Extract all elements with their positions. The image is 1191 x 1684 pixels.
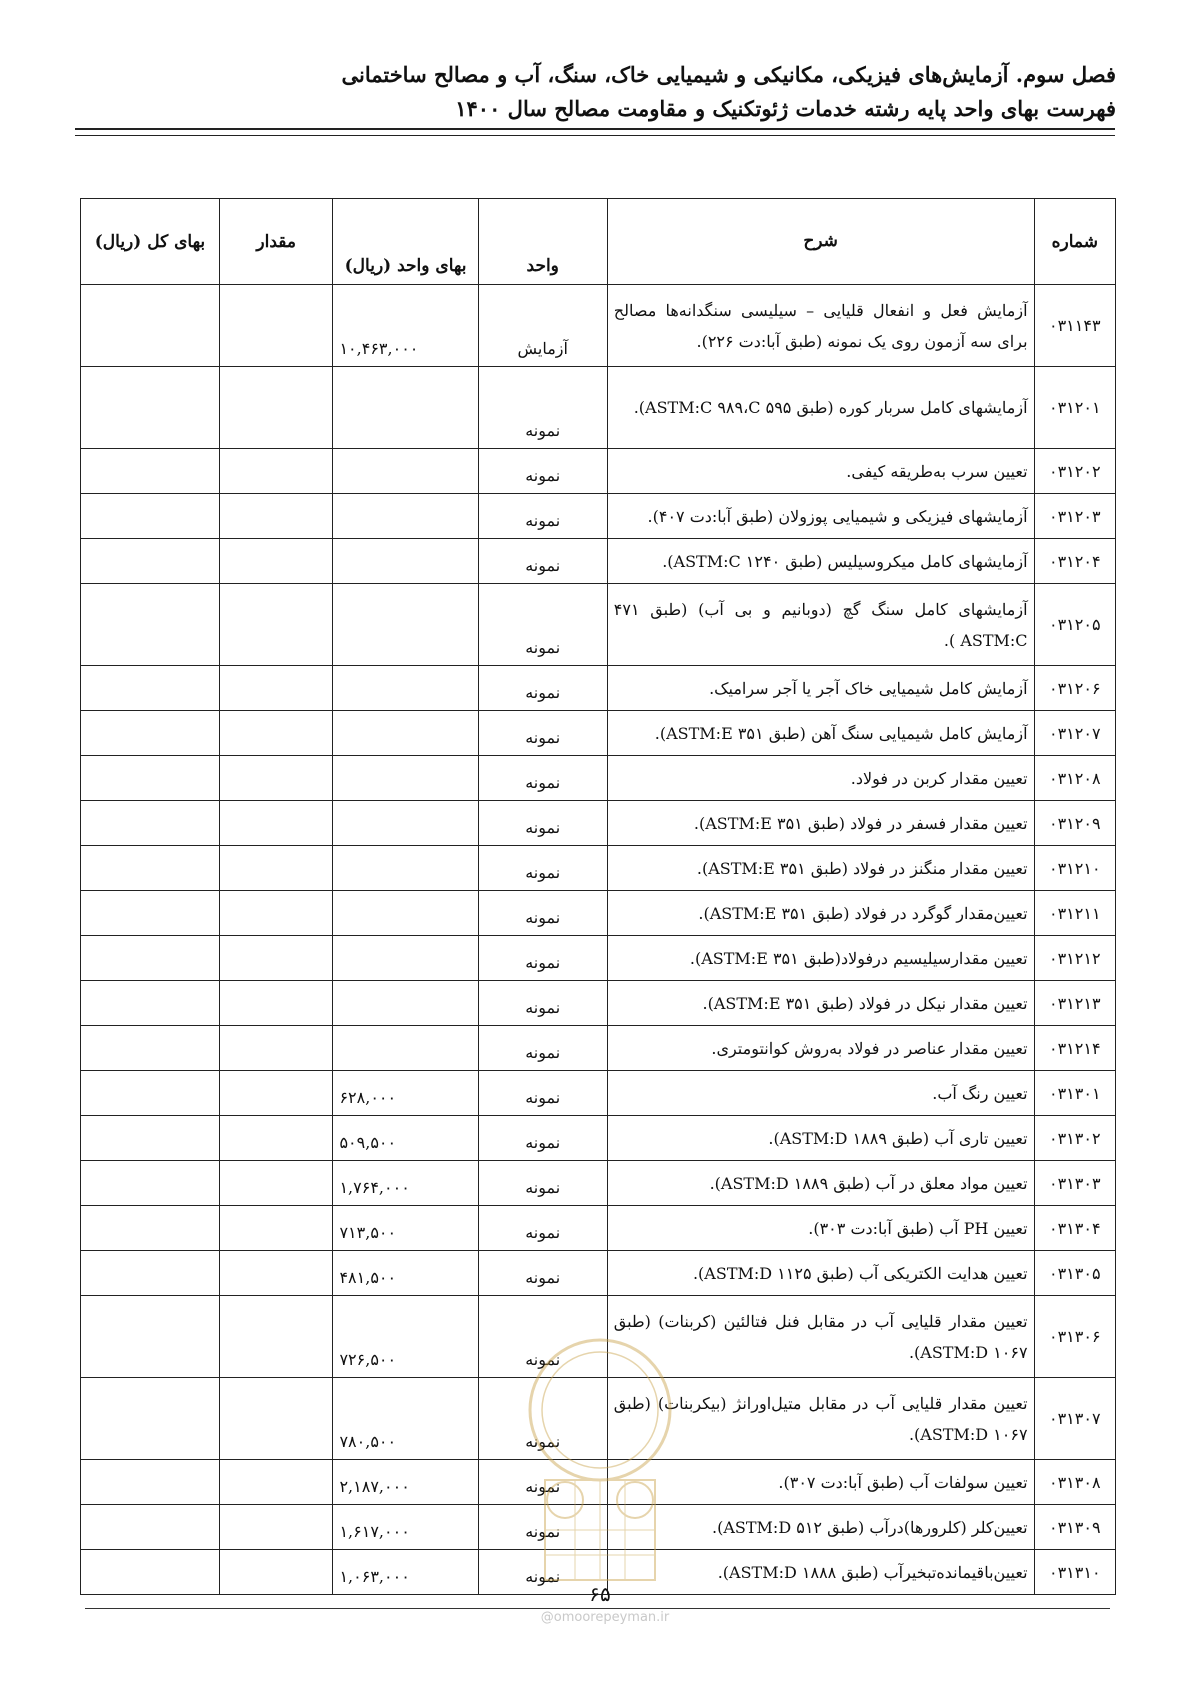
row-unit: نمونه bbox=[478, 801, 607, 846]
row-description: تعیین PH آب (طبق آبا:دت ۳۰۳). bbox=[607, 1206, 1034, 1251]
header-quantity: مقدار bbox=[219, 199, 333, 285]
row-unit: نمونه bbox=[478, 1026, 607, 1071]
row-number: ۰۳۱۲۱۲ bbox=[1034, 936, 1115, 981]
row-unit-price: ۷۸۰,۵۰۰ bbox=[333, 1378, 478, 1460]
row-total-price bbox=[81, 584, 220, 666]
row-description: تعیین سولفات آب (طبق آبا:دت ۳۰۷). bbox=[607, 1460, 1034, 1505]
page-header bbox=[76, 58, 1116, 126]
row-quantity bbox=[219, 539, 333, 584]
table-row bbox=[81, 494, 1116, 539]
row-description: آزمایش فعل و انفعال قلیایی – سیلیسی سنگدانه‌ها مصالح برای سه آزمون روی یک نمونه (طبق آبا:دت ۲۲۶). bbox=[607, 285, 1034, 367]
table-row bbox=[81, 1206, 1116, 1251]
row-quantity bbox=[219, 891, 333, 936]
header-unit-price: بهای واحد (ریال) bbox=[333, 199, 478, 285]
page-number: ۶۵ bbox=[589, 1582, 611, 1606]
row-total-price bbox=[81, 539, 220, 584]
table-row bbox=[81, 1251, 1116, 1296]
publisher-seal-watermark bbox=[505, 1330, 695, 1590]
row-total-price bbox=[81, 1161, 220, 1206]
row-total-price bbox=[81, 1116, 220, 1161]
row-number: ۰۳۱۲۰۱ bbox=[1034, 367, 1115, 449]
header-total-price: بهای کل (ریال) bbox=[81, 199, 220, 285]
row-total-price bbox=[81, 1550, 220, 1595]
row-unit-price bbox=[333, 494, 478, 539]
row-number: ۰۳۱۲۰۷ bbox=[1034, 711, 1115, 756]
row-unit-price bbox=[333, 891, 478, 936]
row-unit-price bbox=[333, 584, 478, 666]
row-unit-price bbox=[333, 539, 478, 584]
row-total-price bbox=[81, 1206, 220, 1251]
row-unit: نمونه bbox=[478, 449, 607, 494]
row-quantity bbox=[219, 1251, 333, 1296]
row-total-price bbox=[81, 1296, 220, 1378]
row-unit: نمونه bbox=[478, 539, 607, 584]
table-row bbox=[81, 285, 1116, 367]
row-quantity bbox=[219, 666, 333, 711]
row-description: تعیین مقدار قلیایی آب در مقابل فنل فتالئین (کربنات) (طبق ASTM:D ۱۰۶۷). bbox=[607, 1296, 1034, 1378]
row-number: ۰۳۱۲۱۱ bbox=[1034, 891, 1115, 936]
row-description: تعیین مقدار نیکل در فولاد (طبق ASTM:E ۳۵۱). bbox=[607, 981, 1034, 1026]
row-total-price bbox=[81, 936, 220, 981]
table-row bbox=[81, 449, 1116, 494]
row-total-price bbox=[81, 981, 220, 1026]
row-total-price bbox=[81, 711, 220, 756]
row-unit: آزمایش bbox=[478, 285, 607, 367]
row-total-price bbox=[81, 367, 220, 449]
table-row bbox=[81, 711, 1116, 756]
table-row bbox=[81, 584, 1116, 666]
row-unit-price bbox=[333, 981, 478, 1026]
row-unit: نمونه bbox=[478, 1378, 607, 1460]
row-description: تعیین مقدار منگنز در فولاد (طبق ASTM:E ۳۵۱). bbox=[607, 846, 1034, 891]
row-unit-price bbox=[333, 756, 478, 801]
row-total-price bbox=[81, 846, 220, 891]
table-row bbox=[81, 367, 1116, 449]
row-quantity bbox=[219, 846, 333, 891]
row-number: ۰۳۱۲۱۳ bbox=[1034, 981, 1115, 1026]
footer-divider bbox=[85, 1608, 1110, 1609]
header-divider bbox=[75, 128, 1115, 136]
row-quantity bbox=[219, 711, 333, 756]
row-number: ۰۳۱۲۰۸ bbox=[1034, 756, 1115, 801]
row-total-price bbox=[81, 891, 220, 936]
row-unit-price bbox=[333, 367, 478, 449]
row-quantity bbox=[219, 1206, 333, 1251]
row-quantity bbox=[219, 1378, 333, 1460]
row-quantity bbox=[219, 1550, 333, 1595]
row-quantity bbox=[219, 1505, 333, 1550]
row-unit: نمونه bbox=[478, 1161, 607, 1206]
row-description: آزمایشهای کامل سربار کوره (طبق ASTM:C ۹۸۹،C ۵۹۵). bbox=[607, 367, 1034, 449]
table-row bbox=[81, 1161, 1116, 1206]
row-unit: نمونه bbox=[478, 1505, 607, 1550]
row-unit: نمونه bbox=[478, 1460, 607, 1505]
catalog-title: فهرست بهای واحد پایه رشته خدمات ژئوتکنیک و مقاومت مصالح سال ۱۴۰۰ bbox=[455, 96, 1116, 121]
row-total-price bbox=[81, 449, 220, 494]
row-description: تعیین رنگ آب. bbox=[607, 1071, 1034, 1116]
row-unit-price: ۷۲۶,۵۰۰ bbox=[333, 1296, 478, 1378]
table-row bbox=[81, 846, 1116, 891]
row-description: تعیین‌کلر (کلرورها)درآب (طبق ASTM:D ۵۱۲). bbox=[607, 1505, 1034, 1550]
row-number: ۰۳۱۲۰۶ bbox=[1034, 666, 1115, 711]
row-unit-price: ۱۰,۴۶۳,۰۰۰ bbox=[333, 285, 478, 367]
row-unit: نمونه bbox=[478, 367, 607, 449]
row-description: تعیین هدایت الکتریکی آب (طبق ASTM:D ۱۱۲۵). bbox=[607, 1251, 1034, 1296]
row-unit: نمونه bbox=[478, 981, 607, 1026]
row-unit-price bbox=[333, 801, 478, 846]
row-unit: نمونه bbox=[478, 756, 607, 801]
row-description: تعیین‌باقیمانده‌تبخیرآب (طبق ASTM:D ۱۸۸۸). bbox=[607, 1550, 1034, 1595]
row-unit: نمونه bbox=[478, 666, 607, 711]
row-unit-price: ۴۸۱,۵۰۰ bbox=[333, 1251, 478, 1296]
row-number: ۰۳۱۳۰۳ bbox=[1034, 1161, 1115, 1206]
row-total-price bbox=[81, 1071, 220, 1116]
row-description: آزمایش کامل شیمیایی خاک آجر یا آجر سرامیک. bbox=[607, 666, 1034, 711]
row-unit: نمونه bbox=[478, 846, 607, 891]
row-unit: نمونه bbox=[478, 1550, 607, 1595]
row-total-price bbox=[81, 801, 220, 846]
row-quantity bbox=[219, 584, 333, 666]
row-total-price bbox=[81, 756, 220, 801]
row-total-price bbox=[81, 1505, 220, 1550]
row-total-price bbox=[81, 666, 220, 711]
table-row bbox=[81, 1026, 1116, 1071]
row-number: ۰۳۱۳۰۸ bbox=[1034, 1460, 1115, 1505]
header-number: شماره bbox=[1034, 199, 1115, 285]
row-unit-price bbox=[333, 666, 478, 711]
row-quantity bbox=[219, 1071, 333, 1116]
row-description: تعیین مقدارسیلیسیم درفولاد(طبق ASTM:E ۳۵۱). bbox=[607, 936, 1034, 981]
row-unit: نمونه bbox=[478, 891, 607, 936]
row-description: تعیین مواد معلق در آب (طبق ASTM:D ۱۸۸۹). bbox=[607, 1161, 1034, 1206]
row-description: تعیین مقدار قلیایی آب در مقابل متیل‌اورانژ (بیکربنات) (طبق ASTM:D ۱۰۶۷). bbox=[607, 1378, 1034, 1460]
row-total-price bbox=[81, 1251, 220, 1296]
row-number: ۰۳۱۲۱۴ bbox=[1034, 1026, 1115, 1071]
row-unit-price bbox=[333, 846, 478, 891]
row-description: تعیین مقدار عناصر در فولاد به‌روش کوانتومتری. bbox=[607, 1026, 1034, 1071]
chapter-title: فصل سوم. آزمایش‌های فیزیکی، مکانیکی و شیمیایی خاک، سنگ، آب و مصالح ساختمانی bbox=[341, 62, 1116, 87]
row-quantity bbox=[219, 1161, 333, 1206]
row-quantity bbox=[219, 449, 333, 494]
row-number: ۰۳۱۲۰۴ bbox=[1034, 539, 1115, 584]
row-unit-price: ۱,۷۶۴,۰۰۰ bbox=[333, 1161, 478, 1206]
row-number: ۰۳۱۳۰۹ bbox=[1034, 1505, 1115, 1550]
row-description: آزمایشهای کامل میکروسیلیس (طبق ASTM:C ۱۲۴۰). bbox=[607, 539, 1034, 584]
row-total-price bbox=[81, 1378, 220, 1460]
row-quantity bbox=[219, 285, 333, 367]
row-unit: نمونه bbox=[478, 1071, 607, 1116]
row-number: ۰۳۱۳۰۵ bbox=[1034, 1251, 1115, 1296]
row-number: ۰۳۱۳۰۶ bbox=[1034, 1296, 1115, 1378]
header-unit: واحد bbox=[478, 199, 607, 285]
row-quantity bbox=[219, 1026, 333, 1071]
row-total-price bbox=[81, 285, 220, 367]
table-row bbox=[81, 1116, 1116, 1161]
row-quantity bbox=[219, 1460, 333, 1505]
row-number: ۰۳۱۱۴۳ bbox=[1034, 285, 1115, 367]
row-unit-price: ۷۱۳,۵۰۰ bbox=[333, 1206, 478, 1251]
header-description: شرح bbox=[607, 199, 1034, 285]
row-unit: نمونه bbox=[478, 1206, 607, 1251]
row-quantity bbox=[219, 494, 333, 539]
row-description: تعیین مقدار کربن در فولاد. bbox=[607, 756, 1034, 801]
row-unit: نمونه bbox=[478, 494, 607, 539]
row-unit: نمونه bbox=[478, 1116, 607, 1161]
row-total-price bbox=[81, 1460, 220, 1505]
row-unit-price: ۱,۶۱۷,۰۰۰ bbox=[333, 1505, 478, 1550]
row-number: ۰۳۱۲۰۲ bbox=[1034, 449, 1115, 494]
row-description: آزمایشهای کامل سنگ گچ (دوبانیم و بی آب) (طبق ۴۷۱ ASTM:C ). bbox=[607, 584, 1034, 666]
table-row bbox=[81, 1071, 1116, 1116]
table-row bbox=[81, 539, 1116, 584]
row-unit-price: ۵۰۹,۵۰۰ bbox=[333, 1116, 478, 1161]
row-unit: نمونه bbox=[478, 711, 607, 756]
row-number: ۰۳۱۲۰۹ bbox=[1034, 801, 1115, 846]
row-unit-price bbox=[333, 1026, 478, 1071]
row-description: تعیین سرب به‌طریقه کیفی. bbox=[607, 449, 1034, 494]
row-unit-price bbox=[333, 936, 478, 981]
row-number: ۰۳۱۲۰۵ bbox=[1034, 584, 1115, 666]
row-number: ۰۳۱۳۰۷ bbox=[1034, 1378, 1115, 1460]
row-unit-price bbox=[333, 711, 478, 756]
row-number: ۰۳۱۲۱۰ bbox=[1034, 846, 1115, 891]
row-quantity bbox=[219, 367, 333, 449]
row-quantity bbox=[219, 981, 333, 1026]
table-row bbox=[81, 666, 1116, 711]
row-unit: نمونه bbox=[478, 1251, 607, 1296]
row-unit-price: ۲,۱۸۷,۰۰۰ bbox=[333, 1460, 478, 1505]
row-unit: نمونه bbox=[478, 1296, 607, 1378]
table-header-row bbox=[81, 199, 1116, 285]
table-row bbox=[81, 756, 1116, 801]
row-description: آزمایشهای فیزیکی و شیمیایی پوزولان (طبق آبا:دت ۴۰۷). bbox=[607, 494, 1034, 539]
row-number: ۰۳۱۲۰۳ bbox=[1034, 494, 1115, 539]
row-number: ۰۳۱۳۰۴ bbox=[1034, 1206, 1115, 1251]
row-total-price bbox=[81, 1026, 220, 1071]
table-row bbox=[81, 891, 1116, 936]
table-row bbox=[81, 936, 1116, 981]
row-quantity bbox=[219, 1116, 333, 1161]
row-unit-price: ۱,۰۶۳,۰۰۰ bbox=[333, 1550, 478, 1595]
row-unit-price: ۶۲۸,۰۰۰ bbox=[333, 1071, 478, 1116]
table-row bbox=[81, 801, 1116, 846]
row-unit: نمونه bbox=[478, 936, 607, 981]
row-description: تعیین تاری آب (طبق ASTM:D ۱۸۸۹). bbox=[607, 1116, 1034, 1161]
watermark-url: @omoorepeyman.ir bbox=[540, 1610, 670, 1625]
row-total-price bbox=[81, 494, 220, 539]
row-unit: نمونه bbox=[478, 584, 607, 666]
row-unit-price bbox=[333, 449, 478, 494]
row-description: تعیین‌مقدار گوگرد در فولاد (طبق ASTM:E ۳۵۱). bbox=[607, 891, 1034, 936]
row-number: ۰۳۱۳۱۰ bbox=[1034, 1550, 1115, 1595]
row-number: ۰۳۱۳۰۲ bbox=[1034, 1116, 1115, 1161]
row-description: تعیین مقدار فسفر در فولاد (طبق ASTM:E ۳۵۱). bbox=[607, 801, 1034, 846]
row-quantity bbox=[219, 1296, 333, 1378]
row-quantity bbox=[219, 756, 333, 801]
row-number: ۰۳۱۳۰۱ bbox=[1034, 1071, 1115, 1116]
row-quantity bbox=[219, 801, 333, 846]
row-quantity bbox=[219, 936, 333, 981]
table-row bbox=[81, 981, 1116, 1026]
row-description: آزمایش کامل شیمیایی سنگ آهن (طبق ASTM:E ۳۵۱). bbox=[607, 711, 1034, 756]
